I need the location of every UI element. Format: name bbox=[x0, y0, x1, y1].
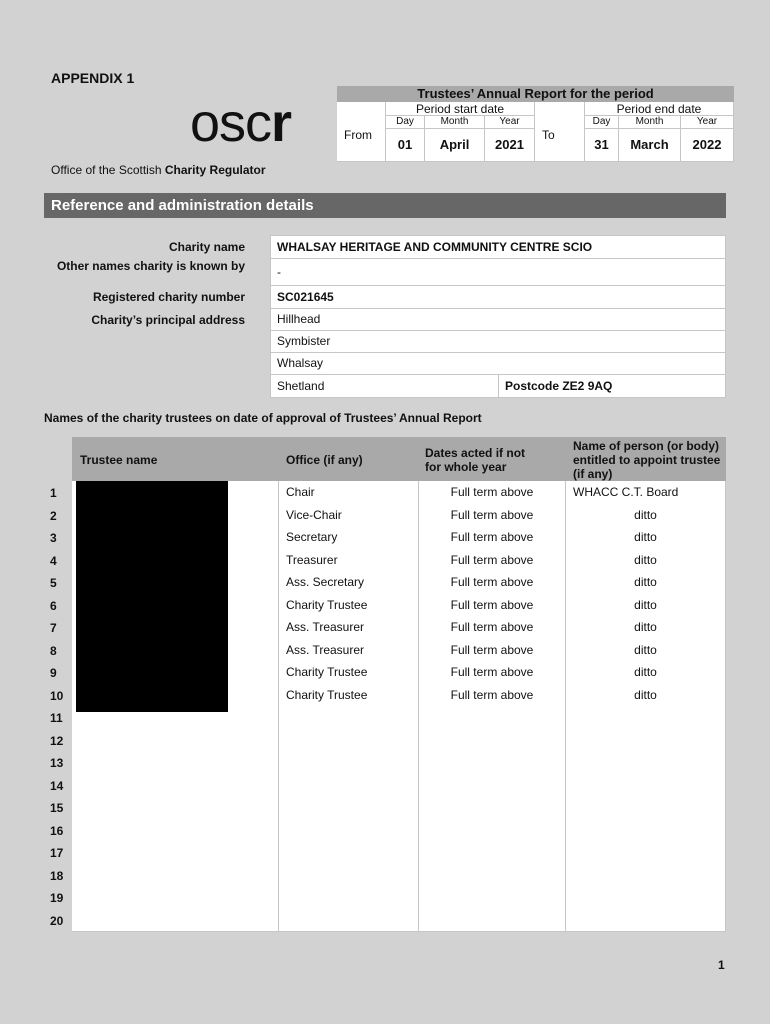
header-dates-text: Dates acted if not for whole year bbox=[425, 446, 526, 474]
cell-appointer: ditto bbox=[566, 684, 726, 708]
row-number: 12 bbox=[50, 733, 64, 748]
cell-appointer bbox=[566, 774, 726, 798]
cell-office bbox=[279, 751, 419, 775]
other-names-label: Other names charity is known by bbox=[56, 259, 245, 273]
cell-trustee-name bbox=[72, 864, 279, 888]
cell-office bbox=[279, 819, 419, 843]
period-start-label: Period start date bbox=[386, 102, 535, 116]
cell-office bbox=[279, 864, 419, 888]
header-appointer-text: Name of person (or body) entitled to appoint trustee (if any) bbox=[573, 439, 721, 481]
reporting-period-box bbox=[337, 86, 734, 162]
start-month-value: April bbox=[425, 129, 485, 162]
row-number: 8 bbox=[50, 643, 57, 658]
cell-dates bbox=[419, 819, 566, 843]
cell-appointer: ditto bbox=[566, 661, 726, 685]
cell-trustee-name bbox=[72, 909, 279, 933]
logo-subtitle-prefix: Office of the Scottish bbox=[51, 163, 165, 177]
cell-appointer: ditto bbox=[566, 504, 726, 528]
cell-office bbox=[279, 909, 419, 933]
end-month-value: March bbox=[619, 129, 681, 162]
cell-office: Vice-Chair bbox=[279, 504, 419, 528]
cell-appointer bbox=[566, 819, 726, 843]
cell-dates bbox=[419, 886, 566, 910]
row-number: 7 bbox=[50, 621, 57, 635]
cell-dates: Full term above bbox=[419, 639, 566, 663]
cell-office: Ass. Treasurer bbox=[279, 639, 419, 663]
cell-appointer: ditto bbox=[566, 616, 726, 640]
end-day-value: 31 bbox=[585, 129, 619, 162]
cell-appointer: ditto bbox=[566, 639, 726, 663]
end-year-value: 2022 bbox=[681, 129, 734, 162]
end-year-label: Year bbox=[681, 116, 734, 129]
row-number: 2 bbox=[50, 508, 57, 523]
cell-appointer: ditto bbox=[566, 571, 726, 595]
row-number: 1 bbox=[50, 486, 57, 500]
other-names-value: - bbox=[270, 258, 726, 286]
cell-dates: Full term above bbox=[419, 661, 566, 685]
cell-dates bbox=[419, 774, 566, 798]
header-dates bbox=[419, 437, 566, 482]
reg-number-label: Registered charity number bbox=[92, 290, 245, 304]
end-day-label: Day bbox=[585, 116, 619, 129]
row-number: 6 bbox=[50, 598, 57, 613]
cell-trustee-name bbox=[72, 819, 279, 843]
header-appointer bbox=[566, 437, 726, 482]
cell-appointer bbox=[566, 886, 726, 910]
oscr-logo bbox=[190, 93, 292, 153]
row-number: 9 bbox=[50, 666, 57, 680]
cell-office bbox=[279, 774, 419, 798]
address-label: Charity’s principal address bbox=[91, 313, 245, 327]
logo-text-light: osc bbox=[190, 93, 272, 153]
logo-subtitle bbox=[51, 163, 266, 177]
row-number: 11 bbox=[50, 711, 63, 725]
cell-office: Chair bbox=[279, 481, 419, 505]
cell-dates: Full term above bbox=[419, 684, 566, 708]
cell-office: Ass. Treasurer bbox=[279, 616, 419, 640]
reg-number-value: SC021645 bbox=[270, 285, 726, 309]
cell-trustee-name bbox=[72, 796, 279, 820]
page-number: 1 bbox=[718, 958, 725, 972]
cell-appointer: ditto bbox=[566, 526, 726, 550]
row-number: 4 bbox=[50, 553, 57, 568]
cell-dates: Full term above bbox=[419, 594, 566, 618]
row-number: 5 bbox=[50, 576, 57, 590]
header-office bbox=[279, 437, 419, 482]
redaction-block bbox=[76, 481, 228, 712]
end-month-label: Month bbox=[619, 116, 681, 129]
start-day-value: 01 bbox=[386, 129, 425, 162]
cell-office: Charity Trustee bbox=[279, 661, 419, 685]
cell-dates: Full term above bbox=[419, 549, 566, 573]
section-title-bar: Reference and administration details bbox=[44, 193, 726, 218]
cell-office: Treasurer bbox=[279, 549, 419, 573]
cell-office bbox=[279, 706, 419, 730]
row-number: 19 bbox=[50, 891, 64, 905]
cell-appointer bbox=[566, 909, 726, 933]
address-line-2: Symbister bbox=[270, 330, 726, 353]
address-line-4: Shetland bbox=[270, 374, 499, 398]
cell-appointer: ditto bbox=[566, 549, 726, 573]
row-number: 17 bbox=[50, 846, 64, 860]
trustees-heading: Names of the charity trustees on date of approval of Trustees’ Annual Report bbox=[44, 411, 482, 425]
cell-dates bbox=[419, 729, 566, 753]
cell-trustee-name bbox=[72, 841, 279, 865]
appendix-label: APPENDIX 1 bbox=[51, 70, 135, 86]
from-label: From bbox=[337, 102, 386, 162]
cell-dates: Full term above bbox=[419, 504, 566, 528]
charity-name-label: Charity name bbox=[168, 240, 245, 254]
charity-name-value: WHALSAY HERITAGE AND COMMUNITY CENTRE SCIO bbox=[270, 235, 726, 259]
row-number: 13 bbox=[50, 756, 64, 770]
logo-subtitle-bold: Charity Regulator bbox=[164, 163, 266, 177]
cell-dates: Full term above bbox=[419, 571, 566, 595]
address-line-3: Whalsay bbox=[270, 352, 726, 375]
row-number: 20 bbox=[50, 913, 64, 928]
cell-appointer bbox=[566, 841, 726, 865]
period-end-label: Period end date bbox=[585, 102, 734, 116]
header-trustee-name bbox=[72, 437, 279, 482]
cell-office bbox=[279, 796, 419, 820]
header-office-text: Office (if any) bbox=[286, 453, 363, 467]
cell-dates bbox=[419, 751, 566, 775]
cell-office: Ass. Secretary bbox=[279, 571, 419, 595]
row-number: 14 bbox=[50, 778, 64, 793]
cell-trustee-name bbox=[72, 729, 279, 753]
cell-dates: Full term above bbox=[419, 526, 566, 550]
row-number: 3 bbox=[50, 531, 57, 545]
row-number: 15 bbox=[50, 801, 64, 815]
cell-office: Secretary bbox=[279, 526, 419, 550]
cell-appointer bbox=[566, 706, 726, 730]
start-year-value: 2021 bbox=[485, 129, 535, 162]
cell-trustee-name bbox=[72, 751, 279, 775]
cell-appointer: ditto bbox=[566, 594, 726, 618]
cell-dates bbox=[419, 706, 566, 730]
cell-dates bbox=[419, 796, 566, 820]
cell-appointer: WHACC C.T. Board bbox=[566, 481, 726, 505]
cell-trustee-name bbox=[72, 886, 279, 910]
cell-office bbox=[279, 729, 419, 753]
logo-text-bold: r bbox=[271, 93, 292, 153]
cell-appointer bbox=[566, 864, 726, 888]
address-line-1: Hillhead bbox=[270, 308, 726, 331]
cell-trustee-name bbox=[72, 774, 279, 798]
cell-appointer bbox=[566, 796, 726, 820]
row-number: 18 bbox=[50, 868, 64, 883]
cell-office: Charity Trustee bbox=[279, 684, 419, 708]
cell-appointer bbox=[566, 729, 726, 753]
cell-office: Charity Trustee bbox=[279, 594, 419, 618]
start-month-label: Month bbox=[425, 116, 485, 129]
header-trustee-name-text: Trustee name bbox=[80, 453, 158, 467]
row-number: 16 bbox=[50, 823, 64, 838]
start-day-label: Day bbox=[386, 116, 425, 129]
row-number: 10 bbox=[50, 688, 64, 703]
cell-dates bbox=[419, 841, 566, 865]
cell-office bbox=[279, 886, 419, 910]
to-label: To bbox=[535, 102, 585, 162]
cell-office bbox=[279, 841, 419, 865]
cell-dates bbox=[419, 909, 566, 933]
postcode-value: Postcode ZE2 9AQ bbox=[498, 374, 726, 398]
cell-dates: Full term above bbox=[419, 616, 566, 640]
cell-appointer bbox=[566, 751, 726, 775]
cell-dates bbox=[419, 864, 566, 888]
period-title: Trustees’ Annual Report for the period bbox=[337, 86, 734, 102]
cell-dates: Full term above bbox=[419, 481, 566, 505]
start-year-label: Year bbox=[485, 116, 535, 129]
